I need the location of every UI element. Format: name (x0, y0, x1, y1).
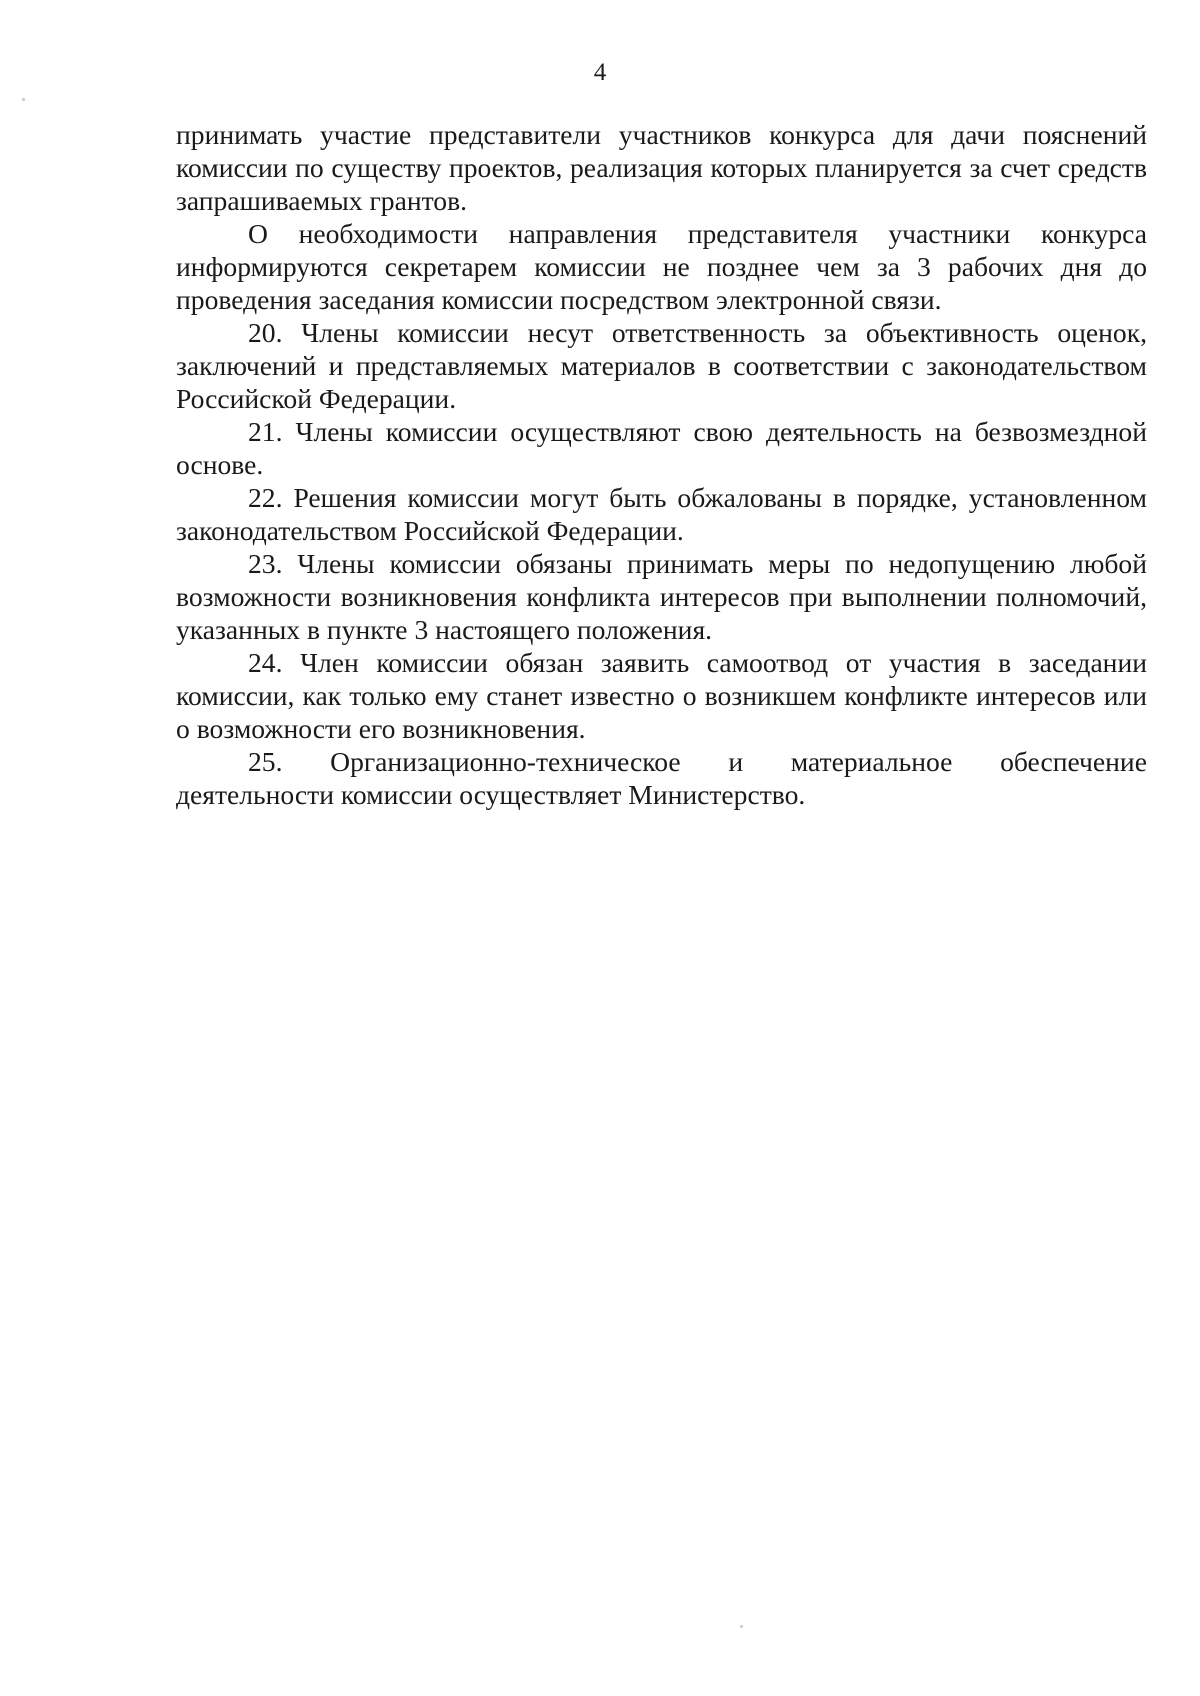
item-25-word: материальное (790, 746, 953, 777)
paragraph-notification: О необходимости направления представителя участники конкурса информируются секретарем комиссии не позднее чем за 3 рабочих дня до проведения заседания комиссии посредством электронной связи. (176, 218, 1147, 315)
document-body (176, 118, 1147, 811)
item-25-word: обеспечение (1000, 746, 1147, 777)
page-number: 4 (593, 59, 607, 86)
paragraph-item-23: 23. Члены комиссии обязаны принимать меры по недопущению любой возможности возникновения конфликта интересов при выполнении полномочий, указанных в пункте 3 настоящего положения. (176, 548, 1147, 645)
scan-artifact (740, 1625, 743, 1628)
paragraph-item-25-first-line (176, 745, 1147, 778)
paragraph-item-25 (176, 745, 1147, 811)
paragraph-item-24: 24. Член комиссии обязан заявить самоотвод от участия в заседании комиссии, как только ему станет известно о возникшем конфликте интересов или о возможности его возникновения. (176, 647, 1147, 744)
item-25-number: 25. (248, 746, 283, 777)
scan-artifact (22, 98, 25, 101)
paragraph-item-21: 21. Члены комиссии осуществляют свою деятельность на безвозмездной основе. (176, 416, 1147, 480)
item-25-word: и (728, 746, 744, 777)
paragraph-item-22: 22. Решения комиссии могут быть обжалованы в порядке, установленном законодательством Российской Федерации. (176, 482, 1147, 546)
item-25-continuation: деятельности комиссии осуществляет Министерство. (176, 779, 806, 810)
item-25-word: Организационно-техническое (330, 746, 681, 777)
paragraph-item-20: 20. Члены комиссии несут ответственность за объективность оценок, заключений и представляемых материалов в соответствии с законодательством Российской Федерации. (176, 317, 1147, 414)
paragraph-continuation: принимать участие представители участников конкурса для дачи пояснений комиссии по существу проектов, реализация которых планируется за счет средств запрашиваемых грантов. (176, 119, 1147, 216)
